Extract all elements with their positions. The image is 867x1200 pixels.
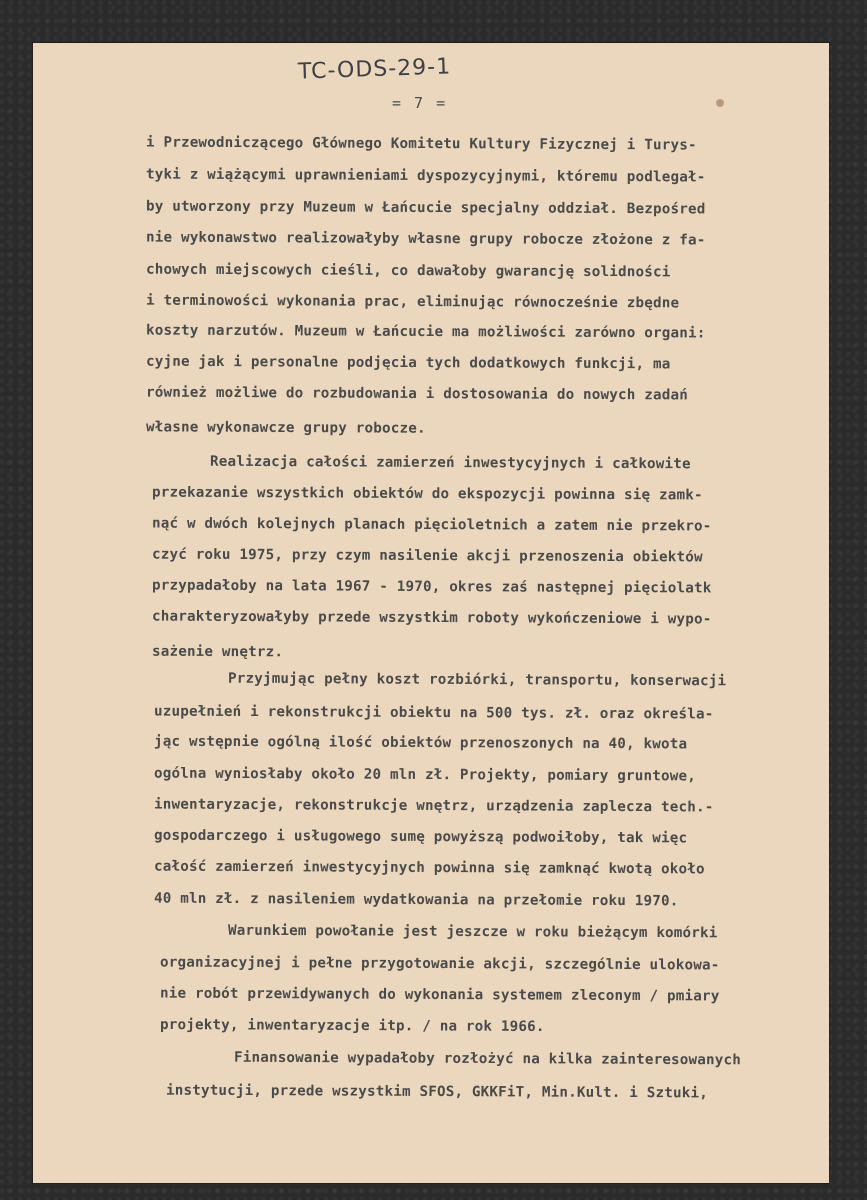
text-line: inwentaryzacje, rekonstrukcje wnętrz, urządzenia zaplecza tech.- (153, 796, 714, 816)
text-line: i Przewodniczącego Głównego Komitetu Kultury Fizycznej i Turys- (145, 134, 697, 154)
text-line: nie robót przewidywanych do wykonania systemem zleconym / pmiary (159, 985, 720, 1005)
text-line: charakteryzowałyby przede wszystkim roboty wykończeniowe i wypo- (151, 608, 712, 628)
text-line: gospodarczego i usługowego sumę powyższą podwoiłoby, tak więc (153, 827, 688, 847)
text-line: nie wykonawstwo realizowałyby własne grupy robocze złożone z fa- (145, 229, 706, 249)
text-line: Przyjmując pełny koszt rozbiórki, transportu, konserwacji (227, 670, 727, 690)
text-line: Realizacja całości zamierzeń inwestycyjnych i całkowite (209, 453, 691, 473)
text-line: projekty, inwentaryzacje itp. / na rok 1966. (159, 1016, 545, 1036)
text-line: sażenie wnętrz. (151, 643, 284, 661)
text-line: Warunkiem powołanie jest jeszcze w roku bieżącym komórki (227, 922, 718, 942)
text-line: ogólna wyniosłaby około 20 mln zł. Projekty, pomiary gruntowe, (153, 765, 697, 785)
text-line: Finansowanie wypadałoby rozłożyć na kilka zainteresowanych (233, 1049, 742, 1069)
text-line: 40 mln zł. z nasileniem wydatkowania na przełomie roku 1970. (153, 890, 679, 910)
text-line: jąc wstępnie ogólną ilość obiektów przenoszonych na 40, kwota (153, 733, 688, 753)
text-line: by utworzony przy Muzeum w Łańcucie specjalny oddział. Bezpośred (145, 198, 706, 218)
text-line: instytucji, przede wszystkim SFOS, GKKFiT, Min.Kult. i Sztuki, (165, 1082, 709, 1102)
text-line: koszty narzutów. Muzeum w Łańcucie ma możliwości zarówno organi: (145, 322, 706, 342)
text-line: tyki z wiążącymi uprawnieniami dyspozycyjnymi, któremu podlegał- (145, 166, 706, 186)
text-line: organizacyjnej i pełne przygotowanie akcji, szczególnie ulokowa- (159, 954, 720, 974)
text-line: całość zamierzeń inwestycyjnych powinna się zamknąć kwotą około (153, 858, 705, 878)
text-line: własne wykonawcze grupy robocze. (145, 419, 426, 437)
text-line: i terminowości wykonania prac, eliminując równocześnie zbędne (145, 292, 680, 312)
text-line: czyć roku 1975, przy czym nasilenie akcji przenoszenia obiektów (151, 546, 703, 566)
page-number: = 7 = (392, 94, 448, 112)
text-line: cyjne jak i personalne podjęcia tych dodatkowych funkcji, ma (145, 353, 671, 373)
text-line: przekazanie wszystkich obiektów do ekspozycji powinna się zamk- (151, 484, 703, 504)
archive-reference: TC-ODS-29-1 (297, 54, 452, 85)
text-line: przypadałoby na lata 1967 - 1970, okres zaś następnej pięciolatk (151, 577, 712, 597)
text-line: również możliwe do rozbudowania i dostosowania do nowych zadań (145, 384, 689, 404)
paper-mark (716, 99, 724, 107)
text-line: chowych miejscowych cieśli, co dawałoby gwarancję solidności (145, 261, 671, 281)
text-line: uzupełnień i rekonstrukcji obiektu na 500 tys. zł. oraz określa- (153, 703, 714, 723)
text-line: nąć w dwóch kolejnych planach pięcioletnich a zatem nie przekro- (151, 515, 712, 535)
